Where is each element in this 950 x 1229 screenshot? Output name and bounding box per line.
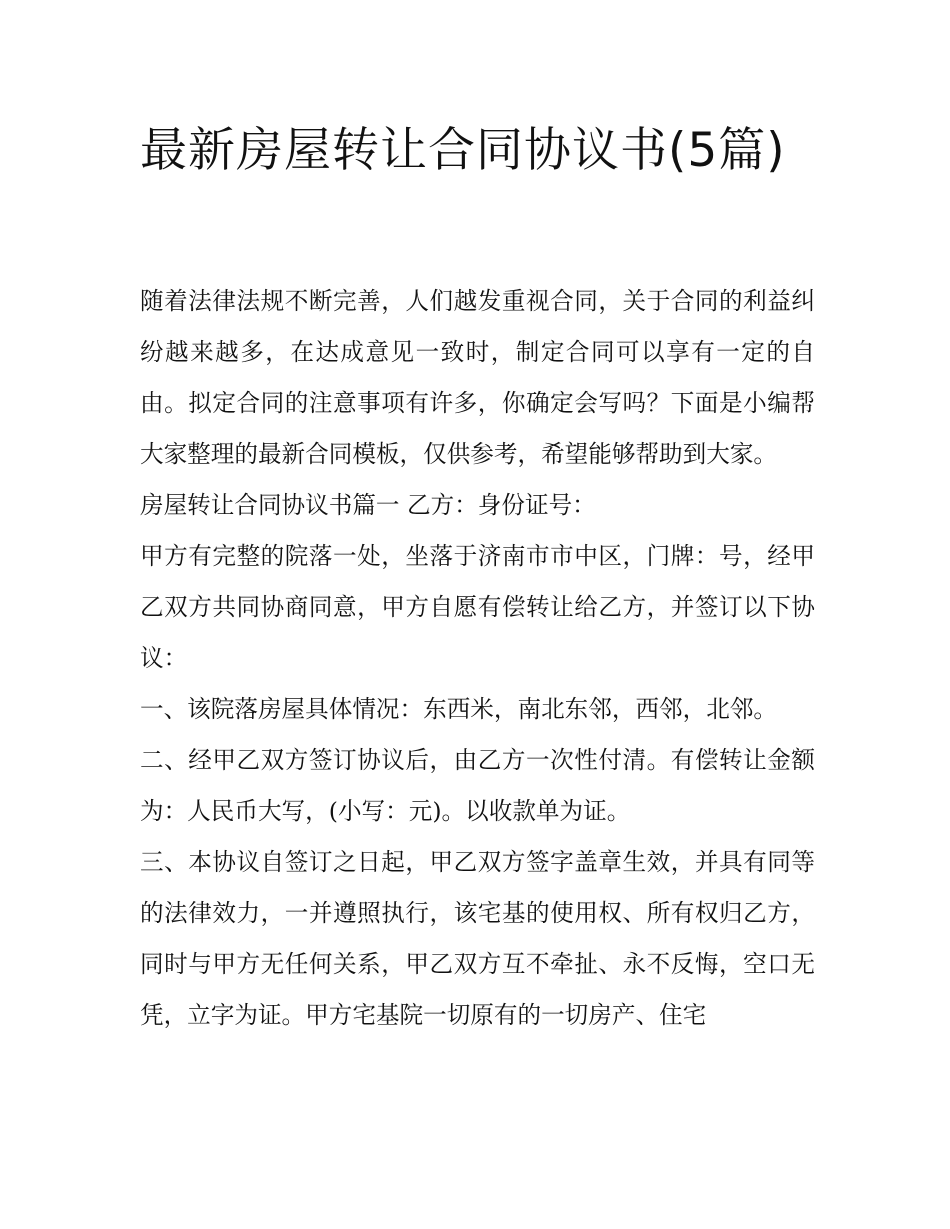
paragraph: 随着法律法规不断完善，人们越发重视合同，关于合同的利益纠纷越来越多，在达成意见一致时，制定合同可以享有一定的自由。拟定合同的注意事项有许多，你确定会写吗？下面是小编帮大家整理的最新合同模板，仅供参考，希望能够帮助到大家。 <box>140 287 815 468</box>
document-body <box>140 276 815 1041</box>
document-title: 最新房屋转让合同协议书(5篇) <box>140 123 786 178</box>
paragraph: 二、经甲乙双方签订协议后，由乙方一次性付清。有偿转让金额为：人民币大写，(小写：元)。以收款单为证。 <box>140 746 815 825</box>
paragraph: 房屋转让合同协议书篇一 乙方：身份证号： <box>140 491 596 519</box>
paragraph: 甲方有完整的院落一处，坐落于济南市市中区，门牌：号，经甲乙双方共同协商同意，甲方自愿有偿转让给乙方，并签订以下协议： <box>140 542 815 672</box>
paragraph: 一、该院落房屋具体情况：东西米，南北东邻，西邻，北邻。 <box>140 695 778 723</box>
paragraph: 三、本协议自签订之日起，甲乙双方签字盖章生效，并具有同等的法律效力，一并遵照执行，该宅基的使用权、所有权归乙方，同时与甲方无任何关系，甲乙双方互不牵扯、永不反悔，空口无凭，立字为证。甲方宅基院一切原有的一切房产、住宅 <box>140 848 815 1029</box>
